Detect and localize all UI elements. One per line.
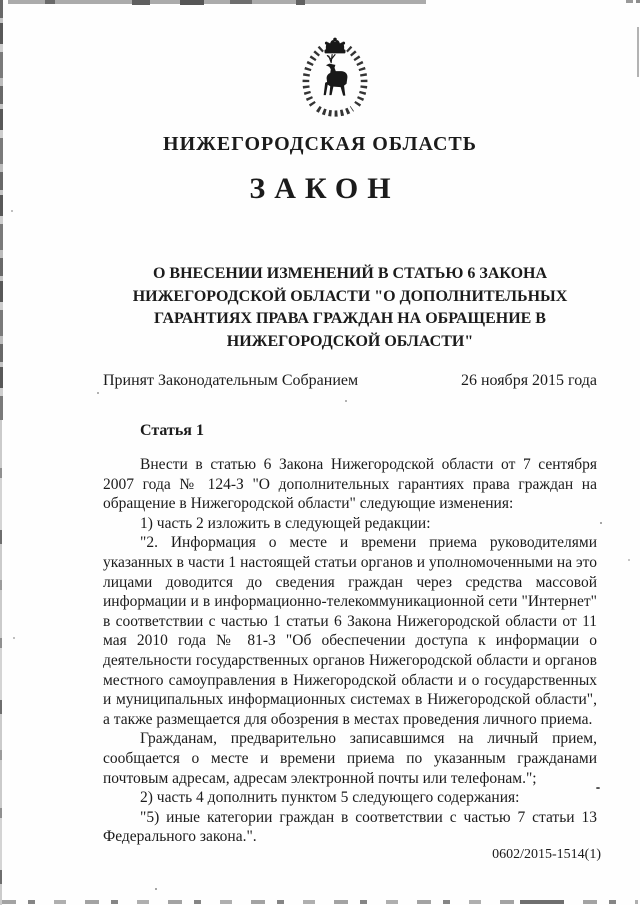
scan-artifact-top-edge: [8, 0, 426, 4]
article-1-heading: Статья 1: [140, 422, 204, 439]
scan-speck: [628, 559, 630, 561]
document-title-line: НИЖЕГОРОДСКОЙ ОБЛАСТИ": [226, 332, 474, 350]
document-title: [90, 263, 610, 353]
adoption-row: [103, 371, 597, 391]
adoption-date: 26 ноября 2015 года: [460, 372, 597, 389]
document-title-line: О ВНЕСЕНИИ ИЗМЕНЕНИЙ В СТАТЬЮ 6 ЗАКОНА: [152, 265, 548, 282]
document-title-line: НИЖЕГОРОДСКОЙ ОБЛАСТИ "О ДОПОЛНИТЕЛЬНЫХ: [132, 287, 568, 305]
body-paragraph: "5) иные категории граждан в соответствии с частью 7 статьи 13 Федерального закона.".: [103, 808, 597, 846]
scan-speck: [97, 392, 99, 394]
body-paragraph: "2. Информация о месте и времени приема руководителями указанных в части 1 настоящей статьи органов и уполномоченными на это лицами доводится до сведения граждан через средства массовой информации и в информационно-телекоммуникационной сети "Интернет" в соответствии с частью 1 статьи 6 Закона Нижегородской области от 11 мая 2010 года № 81-З "Об обеспечении доступа к информации о деятельности государственных органов Нижегородской области и органов местного самоуправления в Нижегородской области и о государственных и муниципальных информационных системах в Нижегородской области", а также размещается для обозрения в местах проведения личного приема.: [103, 534, 597, 728]
region-name-heading: НИЖЕГОРОДСКАЯ ОБЛАСТЬ: [163, 133, 477, 155]
scan-artifact-bottom-dash: [520, 900, 564, 904]
document-registration-code: 0602/2015-1514(1): [492, 847, 601, 862]
scan-speck: [345, 400, 347, 402]
doc-type-heading: ЗАКОН: [249, 172, 400, 205]
scan-artifact-top-right-mark: [626, 0, 633, 3]
scan-artifact-top-dash: [45, 0, 55, 4]
scan-artifact-top-dash: [296, 0, 305, 5]
scan-artifact-left-edge: [0, 420, 2, 905]
body-paragraph: Гражданам, предварительно записавшимся на личный прием, сообщается о месте и времени приема по указанным гражданами почтовым адресам, адресам электронной почты или телефонам.";: [103, 730, 597, 787]
coat-of-arms: [292, 36, 378, 120]
scan-artifact-left-edge: [0, 0, 3, 420]
adopted-by-text: Принят Законодательным Собранием: [103, 372, 359, 389]
scan-speck: [13, 637, 15, 639]
scan-artifact-right-edge: [637, 27, 639, 77]
scan-speck: [11, 210, 13, 212]
scan-speck: [155, 888, 157, 890]
body-paragraph: Внести в статью 6 Закона Нижегородской области от 7 сентября 2007 года № 124-З "О дополнительных гарантиях права граждан на обращение в Нижегородской области" следующие изменения:: [103, 456, 597, 513]
scan-artifact-top-dash: [180, 0, 204, 5]
document-body: [103, 455, 597, 847]
body-paragraph: 2) часть 4 дополнить пунктом 5 следующего содержания:: [140, 789, 520, 807]
deer-crown-wreath-icon: [292, 36, 378, 120]
scan-speck: [600, 522, 602, 524]
document-title-line: ГАРАНТИЯХ ПРАВА ГРАЖДАН НА ОБРАЩЕНИЕ В: [154, 310, 546, 327]
scan-artifact-top-dash: [230, 0, 252, 4]
scan-artifact-top-right-mark: [636, 0, 640, 3]
scan-artifact-top-dash: [132, 0, 150, 5]
body-paragraph: 1) часть 2 изложить в следующей редакции:: [140, 514, 431, 532]
